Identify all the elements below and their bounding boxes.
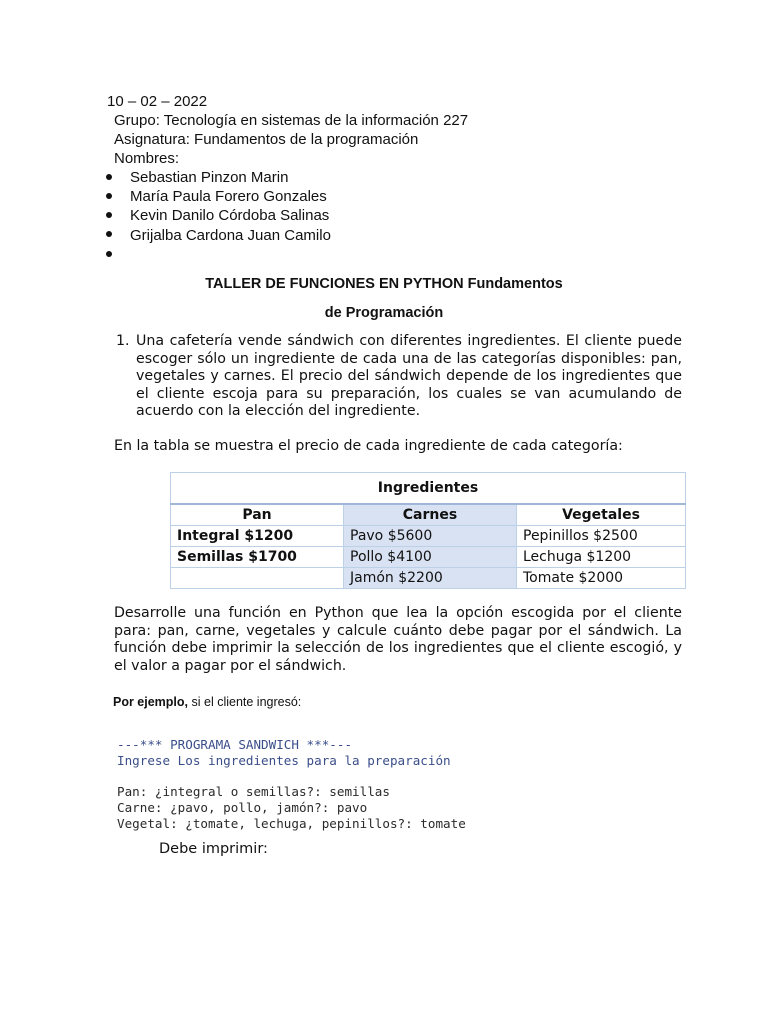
list-item: Kevin Danilo Córdoba Salinas: [130, 207, 330, 224]
table-cell: Pollo $4100: [344, 547, 517, 568]
table-header-row: [171, 504, 686, 526]
ingredients-table: [170, 472, 686, 589]
console-line: Vegetal: ¿tomate, lechuga, pepinillos?: tomate: [117, 816, 466, 831]
subject-line: Asignatura: Fundamentos de la programación: [114, 131, 419, 148]
bullet-icon: [106, 251, 112, 257]
bullet-icon: [106, 212, 112, 218]
example-label: [113, 695, 301, 709]
table-cell: [171, 568, 344, 589]
page-title: TALLER DE FUNCIONES EN PYTHON Fundamentos: [205, 276, 563, 292]
table-cell: Tomate $2000: [517, 568, 686, 589]
console-line: Ingrese Los ingredientes para la preparación: [117, 753, 451, 768]
table-cell: Semillas $1700: [171, 547, 344, 568]
console-line: Pan: ¿integral o semillas?: semillas: [117, 784, 390, 799]
table-row: [171, 526, 686, 547]
date: 10 – 02 – 2022: [107, 93, 208, 110]
bullet-icon: [106, 174, 112, 180]
table-intro: En la tabla se muestra el precio de cada ingrediente de cada categoría:: [114, 438, 623, 454]
table-cell: Jamón $2200: [344, 568, 517, 589]
list-item: Sebastian Pinzon Marin: [130, 169, 289, 186]
instructions-text: Desarrolle una función en Python que lea la opción escogida por el cliente para: pan, carne, vegetales y calcule cuánto debe pagar por el sándwich. La función debe imprimir la selección de los ingredientes que el cliente escogió, y el valor a pagar por el sándwich.: [114, 605, 682, 674]
problem-text: Una cafetería vende sándwich con diferentes ingredientes. El cliente puede escoger sólo un ingrediente de cada una de las categorías disponibles: pan, vegetales y carnes. El precio del sándwich depende de los ingredientes que el cliente escoja para su preparación, los cuales se van acumulando de acuerdo con la elección del ingrediente.: [136, 333, 682, 420]
column-header: Vegetales: [517, 504, 686, 526]
column-header: Pan: [171, 504, 344, 526]
must-print-label: Debe imprimir:: [159, 841, 268, 857]
group-line: Grupo: Tecnología en sistemas de la información 227: [114, 112, 469, 129]
table-caption: Ingredientes: [171, 473, 686, 505]
table-row: [171, 547, 686, 568]
example-rest: si el cliente ingresó:: [188, 695, 302, 709]
column-header: Carnes: [344, 504, 517, 526]
list-item: María Paula Forero Gonzales: [130, 188, 327, 205]
table-cell: Pepinillos $2500: [517, 526, 686, 547]
table-cell: Integral $1200: [171, 526, 344, 547]
table-cell: Lechuga $1200: [517, 547, 686, 568]
console-line: Carne: ¿pavo, pollo, jamón?: pavo: [117, 800, 368, 815]
page-title-line2: de Programación: [324, 305, 444, 321]
list-item: Grijalba Cardona Juan Camilo: [130, 227, 331, 244]
table-row: [171, 568, 686, 589]
problem-number: 1.: [116, 333, 130, 349]
bullet-icon: [106, 193, 112, 199]
console-line: ---*** PROGRAMA SANDWICH ***---: [117, 737, 353, 752]
bullet-icon: [106, 231, 112, 237]
table-cell: Pavo $5600: [344, 526, 517, 547]
example-bold: Por ejemplo,: [113, 695, 189, 709]
names-label: Nombres:: [114, 150, 180, 167]
